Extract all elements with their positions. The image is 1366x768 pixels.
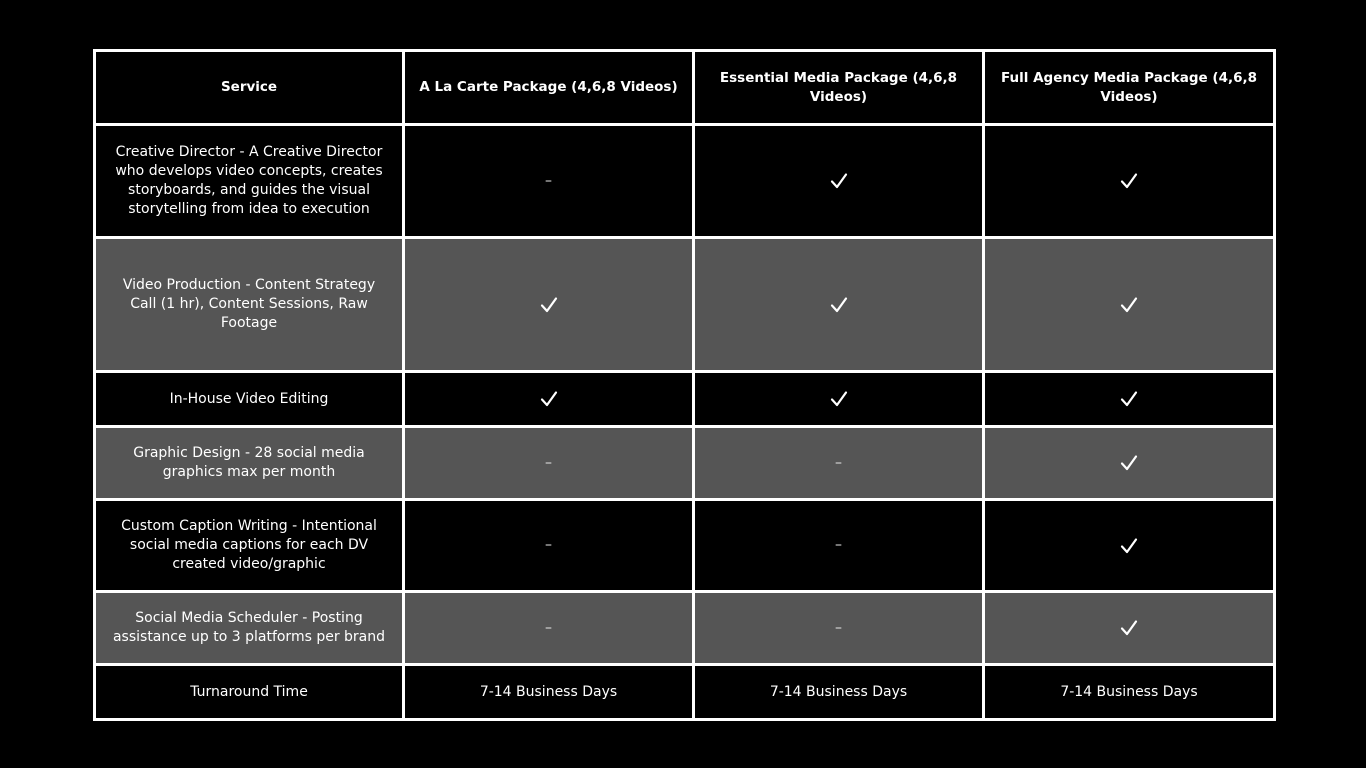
table-body — [95, 125, 1275, 720]
checkmark-icon — [1119, 389, 1139, 409]
table-row — [95, 665, 1275, 720]
dash-icon: – — [545, 537, 552, 553]
header-row — [95, 51, 1275, 125]
checkmark-icon — [1119, 618, 1139, 638]
cell-essential-media — [694, 427, 984, 500]
service-cell: Social Media Scheduler - Posting assistance up to 3 platforms per brand — [95, 592, 404, 665]
cell-essential-media — [694, 125, 984, 238]
cell-full-agency-media — [984, 125, 1275, 238]
dash-icon: – — [545, 172, 552, 189]
header-a-la-carte: A La Carte Package (4,6,8 Videos) — [404, 51, 694, 125]
checkmark-icon — [1119, 453, 1139, 473]
table-row — [95, 427, 1275, 500]
cell-full-agency-media — [984, 372, 1275, 427]
cell-essential-media — [694, 500, 984, 592]
checkmark-icon — [1119, 295, 1139, 315]
table-row — [95, 592, 1275, 665]
table-row — [95, 372, 1275, 427]
table-row — [95, 125, 1275, 238]
cell-essential-media — [694, 592, 984, 665]
service-cell: Video Production - Content Strategy Call (1 hr), Content Sessions, Raw Footage — [95, 238, 404, 372]
package-comparison-table — [93, 49, 1276, 721]
dash-icon: – — [545, 454, 552, 471]
checkmark-icon — [1119, 536, 1139, 556]
cell-full-agency-media — [984, 592, 1275, 665]
service-cell: Custom Caption Writing - Intentional social media captions for each DV created video/graphic — [95, 500, 404, 592]
header-essential-media: Essential Media Package (4,6,8 Videos) — [694, 51, 984, 125]
cell-a-la-carte — [404, 372, 694, 427]
cell-full-agency-media — [984, 427, 1275, 500]
checkmark-icon — [539, 295, 559, 315]
cell-essential-media — [694, 372, 984, 427]
cell-full-agency-media — [984, 500, 1275, 592]
cell-a-la-carte — [404, 125, 694, 238]
header-service: Service — [95, 51, 404, 125]
checkmark-icon — [1119, 171, 1139, 191]
service-cell: Creative Director - A Creative Director who develops video concepts, creates storyboards, and guides the visual storytelling from idea to execution — [95, 125, 404, 238]
checkmark-icon — [829, 389, 849, 409]
dash-icon: – — [545, 619, 552, 636]
cell-a-la-carte — [404, 500, 694, 592]
table-row — [95, 238, 1275, 372]
service-cell: Turnaround Time — [95, 665, 404, 720]
table-row — [95, 500, 1275, 592]
cell-full-agency-media — [984, 238, 1275, 372]
checkmark-icon — [539, 389, 559, 409]
dash-icon: – — [835, 454, 842, 471]
cell-a-la-carte — [404, 592, 694, 665]
service-cell: Graphic Design - 28 social media graphics max per month — [95, 427, 404, 500]
cell-a-la-carte — [404, 238, 694, 372]
checkmark-icon — [829, 295, 849, 315]
dash-icon: – — [835, 619, 842, 636]
cell-a-la-carte — [404, 427, 694, 500]
cell-essential-media — [694, 238, 984, 372]
header-full-agency-media: Full Agency Media Package (4,6,8 Videos) — [984, 51, 1275, 125]
cell-a-la-carte: 7-14 Business Days — [404, 665, 694, 720]
dash-icon: – — [835, 537, 842, 553]
cell-essential-media: 7-14 Business Days — [694, 665, 984, 720]
service-cell: In-House Video Editing — [95, 372, 404, 427]
cell-full-agency-media: 7-14 Business Days — [984, 665, 1275, 720]
checkmark-icon — [829, 171, 849, 191]
